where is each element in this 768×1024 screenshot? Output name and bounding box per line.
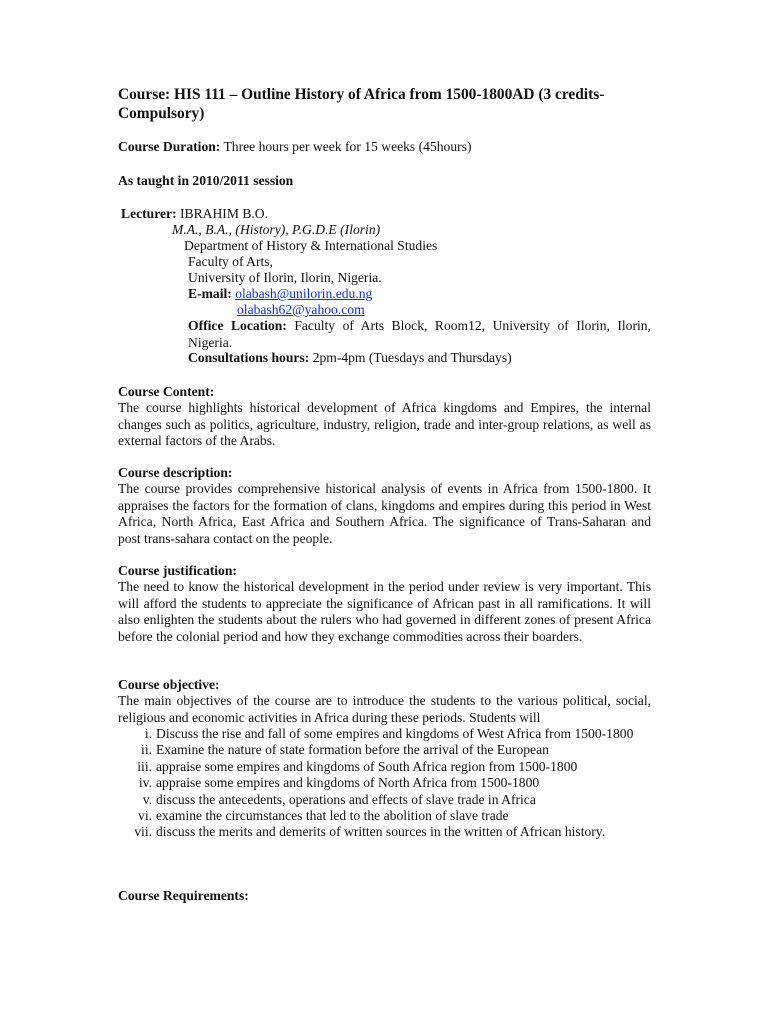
lecturer-department: Department of History & International Studies	[184, 238, 438, 253]
list-item-text: examine the circumstances that led to the abolition of slave trade	[156, 808, 509, 824]
justification-heading: Course justification:	[118, 563, 237, 578]
duration-label: Course Duration:	[118, 139, 221, 154]
list-item-number: v.	[142, 791, 152, 807]
lecturer-faculty: Faculty of Arts,	[188, 254, 273, 269]
office-value: Faculty of Arts Block, Room12, University of Ilorin, Ilorin, Nigeria.	[188, 318, 651, 350]
list-item-text: discuss the merits and demerits of written sources in the written of African history.	[156, 824, 606, 840]
list-item	[118, 726, 651, 742]
duration-value: Three hours per week for 15 weeks (45hours)	[220, 139, 472, 154]
list-item	[118, 808, 651, 824]
list-item-text: Examine the nature of state formation before the arrival of the European	[156, 742, 549, 758]
lecturer-name: IBRAHIM B.O.	[176, 206, 268, 221]
lecturer-university: University of Ilorin, Ilorin, Nigeria.	[188, 270, 382, 285]
list-item-text: discuss the antecedents, operations and effects of slave trade in Africa	[156, 791, 536, 807]
list-item-number: vii.	[134, 824, 152, 840]
list-item-number: i.	[144, 726, 152, 741]
description-heading: Course description:	[118, 465, 233, 480]
list-item	[118, 759, 651, 775]
office-location	[188, 318, 651, 351]
list-item-number: ii.	[141, 742, 152, 758]
consultation-hours	[188, 350, 512, 367]
office-label: Office Location:	[188, 318, 287, 333]
list-item	[118, 742, 651, 758]
course-title: Course: HIS 111 – Outline History of Africa from 1500-1800AD (3 credits-Compulsory)	[118, 86, 605, 122]
email-link-primary[interactable]: olabash@unilorin.edu.ng	[235, 286, 373, 301]
justification-text: The need to know the historical development in the period under review is very important. This will afford the students to appreciate the significance of African past in all ramifications. It will also enlighten the students about the rulers who had governed in different zones of present Africa before the colonial period and how they exchange commodities across their boarders.	[118, 579, 651, 644]
list-item	[118, 775, 651, 791]
course-duration	[118, 139, 471, 156]
email-label: E-mail:	[188, 286, 232, 301]
content-text: The course highlights historical development of Africa kingdoms and Empires, the internal changes such as politics, agriculture, industry, religion, trade and inter-group relations, as well as external factors of the Arabs.	[118, 400, 651, 449]
list-item-text: appraise some empires and kingdoms of South Africa region from 1500-1800	[156, 758, 578, 774]
email-line	[188, 286, 372, 303]
description-text: The course provides comprehensive historical analysis of events in Africa from 1500-1800. It appraises the factors for the formation of clans, kingdoms and empires during this period in West Africa, North Africa, East Africa and Southern Africa. The significance of Trans-Saharan and post trans-sahara contact on the people.	[118, 481, 651, 546]
lecturer-label: Lecturer:	[121, 206, 177, 221]
taught-session: As taught in 2010/2011 session	[118, 173, 294, 188]
list-item-number: iv.	[138, 775, 152, 791]
list-item-number: vi.	[138, 808, 152, 824]
objective-intro: The main objectives of the course are to introduce the students to the various political, social, religious and economic activities in Africa during these periods. Students will	[118, 693, 651, 725]
email-link-secondary[interactable]: olabash62@yahoo.com	[237, 302, 365, 317]
requirements-heading: Course Requirements:	[118, 888, 249, 903]
objective-list	[118, 726, 651, 841]
objective-heading: Course objective:	[118, 677, 220, 692]
lecturer-line	[121, 206, 268, 223]
list-item	[118, 792, 651, 808]
list-item-text: Discuss the rise and fall of some empires and kingdoms of West Africa from 1500-1800	[156, 726, 634, 741]
consult-label: Consultations hours:	[188, 350, 310, 365]
consult-value: 2pm-4pm (Tuesdays and Thursdays)	[309, 350, 512, 365]
list-item-number: iii.	[137, 758, 152, 774]
list-item	[118, 824, 651, 840]
list-item-text: appraise some empires and kingdoms of North Africa from 1500-1800	[156, 775, 540, 791]
email-line-secondary	[237, 302, 365, 319]
lecturer-qualifications: M.A., B.A., (History), P.G.D.E (Ilorin)	[172, 222, 381, 237]
content-heading: Course Content:	[118, 384, 215, 399]
